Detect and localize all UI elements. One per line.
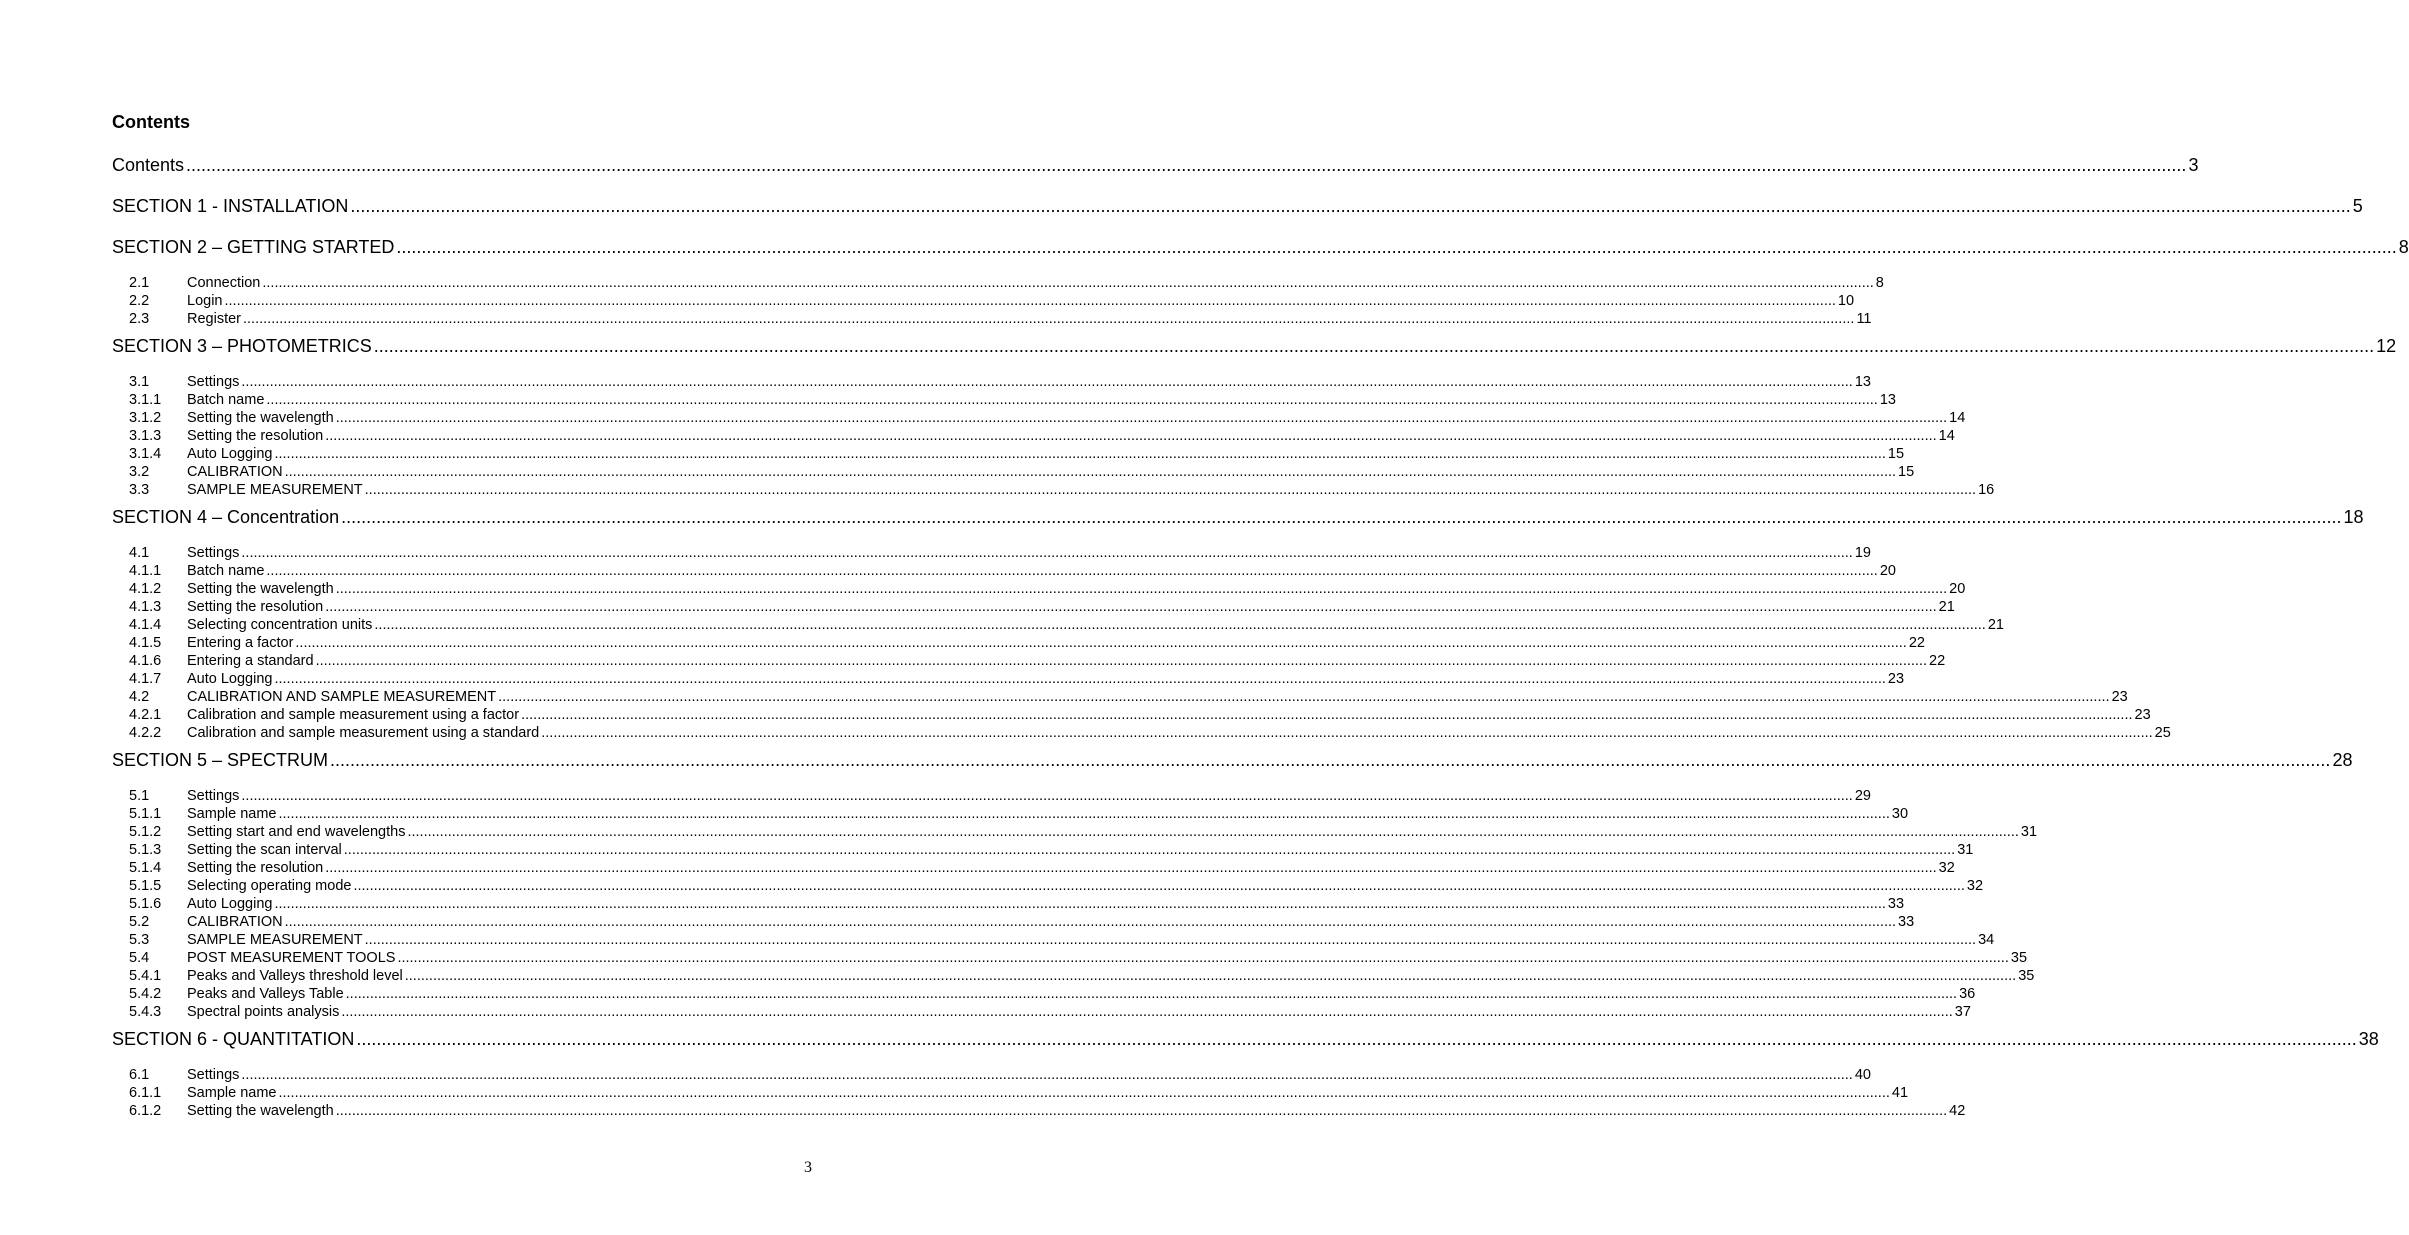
dot-leader: ................................................................................................................................................................................................................................................................................................................................................................................................................: [350, 196, 2351, 216]
toc-section-entry[interactable]: [112, 1027, 2379, 1051]
toc-entry-number: 5.4.2: [129, 986, 162, 1002]
toc-entry-number: 3.1.1: [129, 392, 162, 408]
dot-leader: ................................................................................................................................................................................................................................................................................................................................................................................................................: [397, 950, 2009, 966]
dot-leader: ................................................................................................................................................................................................................................................................................................................................................................................................................: [335, 410, 1948, 426]
toc-entry-number: 5.4: [129, 950, 150, 966]
toc-entry-number: 3.3: [129, 482, 150, 498]
toc-entry-page: 10: [1837, 293, 1855, 309]
dot-leader: ................................................................................................................................................................................................................................................................................................................................................................................................................: [341, 1004, 1953, 1020]
toc-entry-title: SECTION 6 - QUANTITATION: [112, 1029, 355, 1049]
dot-leader: ................................................................................................................................................................................................................................................................................................................................................................................................................: [266, 563, 1878, 579]
dot-leader: ................................................................................................................................................................................................................................................................................................................................................................................................................: [341, 507, 2342, 527]
toc-subsection-entry[interactable]: [112, 598, 1955, 616]
toc-entry-number: 2.2: [129, 293, 150, 309]
toc-entry-number: 5.2: [129, 914, 150, 930]
toc-entry-title: SECTION 1 - INSTALLATION: [112, 196, 349, 216]
toc-section-entry[interactable]: [112, 235, 2409, 259]
toc-entry-title: Register: [187, 311, 241, 327]
toc-subsection-entry[interactable]: [112, 949, 2028, 967]
toc-entry-page: 32: [1966, 878, 1984, 894]
toc-entry-number: 6.1.1: [129, 1085, 162, 1101]
dot-leader: ................................................................................................................................................................................................................................................................................................................................................................................................................: [325, 860, 1937, 876]
toc-entry-title: SECTION 5 – SPECTRUM: [112, 750, 329, 770]
dot-leader: ................................................................................................................................................................................................................................................................................................................................................................................................................: [364, 482, 1977, 498]
toc-entry-page: 36: [1959, 986, 1976, 1002]
toc-entry-number: 4.1.5: [129, 635, 162, 651]
toc-entry-title: Calibration and sample measurement using a factor: [187, 707, 520, 723]
toc-entry-title: Auto Logging: [187, 896, 273, 912]
dot-leader: ................................................................................................................................................................................................................................................................................................................................................................................................................: [241, 374, 1853, 390]
toc-entry-page: 22: [1929, 653, 1946, 669]
toc-entry-page: 38: [2358, 1029, 2379, 1049]
toc-entry-title: Connection: [187, 275, 261, 291]
toc-entry-page: 32: [1938, 860, 1955, 876]
toc-entry-title: Calibration and sample measurement using a standard: [187, 725, 540, 741]
dot-leader: ................................................................................................................................................................................................................................................................................................................................................................................................................: [224, 293, 1836, 309]
toc-entry-page: 12: [2376, 336, 2397, 356]
toc-subsection-entry[interactable]: [112, 724, 2171, 742]
toc-subsection-entry[interactable]: [112, 706, 2151, 724]
toc-subsection-entry[interactable]: [112, 409, 1966, 427]
toc-subsection-entry[interactable]: [112, 859, 1955, 877]
toc-subsection-entry[interactable]: [112, 841, 1974, 859]
dot-leader: ................................................................................................................................................................................................................................................................................................................................................................................................................: [345, 986, 1958, 1002]
toc-entry-title: Entering a factor: [187, 635, 294, 651]
dot-leader: ................................................................................................................................................................................................................................................................................................................................................................................................................: [343, 842, 1956, 858]
toc-entry-number: 3.1.2: [129, 410, 162, 426]
toc-entry-title: Settings: [187, 545, 240, 561]
toc-entry-title: Contents: [112, 155, 185, 175]
toc-entry-page: 23: [2134, 707, 2151, 723]
toc-entry-page: 37: [1954, 1004, 1971, 1020]
toc-subsection-entry[interactable]: [112, 481, 1995, 499]
toc-entry-title: Selecting concentration units: [187, 617, 373, 633]
toc-entry-page: 28: [2332, 750, 2353, 770]
toc-subsection-entry[interactable]: [112, 688, 2128, 706]
dot-leader: ................................................................................................................................................................................................................................................................................................................................................................................................................: [325, 599, 1937, 615]
toc-entry-page: 5: [2352, 196, 2363, 216]
toc-entry-title: Entering a standard: [187, 653, 314, 669]
dot-leader: ................................................................................................................................................................................................................................................................................................................................................................................................................: [325, 428, 1937, 444]
toc-section-entry[interactable]: [112, 748, 2353, 772]
dot-leader: ................................................................................................................................................................................................................................................................................................................................................................................................................: [335, 1103, 1948, 1119]
toc-entry-number: 5.1.1: [129, 806, 162, 822]
dot-leader: ................................................................................................................................................................................................................................................................................................................................................................................................................: [498, 689, 2110, 705]
toc-entry-title: Sample name: [187, 806, 277, 822]
dot-leader: ................................................................................................................................................................................................................................................................................................................................................................................................................: [278, 806, 1890, 822]
toc-entry-title: CALIBRATION: [187, 464, 283, 480]
toc-entry-title: Setting the wavelength: [187, 1103, 334, 1119]
toc-entry-page: 14: [1949, 410, 1966, 426]
toc-entry-title: Batch name: [187, 392, 265, 408]
dot-leader: ................................................................................................................................................................................................................................................................................................................................................................................................................: [335, 581, 1948, 597]
toc-entry-page: 31: [2020, 824, 2038, 840]
dot-leader: ................................................................................................................................................................................................................................................................................................................................................................................................................: [364, 932, 1977, 948]
toc-subsection-entry[interactable]: [112, 391, 1896, 409]
dot-leader: ................................................................................................................................................................................................................................................................................................................................................................................................................: [274, 896, 1886, 912]
dot-leader: ................................................................................................................................................................................................................................................................................................................................................................................................................: [274, 671, 1886, 687]
toc-entry-title: CALIBRATION AND SAMPLE MEASUREMENT: [187, 689, 497, 705]
toc-entry-title: Setting the resolution: [187, 599, 324, 615]
toc-entry-page: 31: [1957, 842, 1974, 858]
toc-entry-title: POST MEASUREMENT TOOLS: [187, 950, 396, 966]
dot-leader: ................................................................................................................................................................................................................................................................................................................................................................................................................: [404, 968, 2017, 984]
toc-entry-page: 13: [1879, 392, 1896, 408]
toc-entry-number: 4.2.2: [129, 725, 162, 741]
toc-subsection-entry[interactable]: [112, 823, 2038, 841]
toc-subsection-entry[interactable]: [112, 985, 1976, 1003]
toc-entry-page: 14: [1938, 428, 1955, 444]
toc-entry-page: 42: [1949, 1103, 1966, 1119]
toc-subsection-entry[interactable]: [112, 274, 1884, 292]
toc-entry-page: 3: [2188, 155, 2199, 175]
dot-leader: ................................................................................................................................................................................................................................................................................................................................................................................................................: [241, 788, 1853, 804]
toc-entry-number: 2.3: [129, 311, 150, 327]
dot-leader: ................................................................................................................................................................................................................................................................................................................................................................................................................: [243, 311, 1855, 327]
toc-entry-number: 5.4.3: [129, 1004, 162, 1020]
toc-entry-number: 3.1.3: [129, 428, 162, 444]
toc-subsection-entry[interactable]: [112, 787, 1871, 805]
dot-leader: ................................................................................................................................................................................................................................................................................................................................................................................................................: [278, 1085, 1890, 1101]
toc-entry-number: 4.1.1: [129, 563, 162, 579]
toc-entry-page: 29: [1854, 788, 1871, 804]
toc-entry-page: 40: [1854, 1067, 1871, 1083]
toc-entry-number: 5.1.2: [129, 824, 162, 840]
toc-entry-title: SAMPLE MEASUREMENT: [187, 932, 363, 948]
toc-entry-number: 2.1: [129, 275, 150, 291]
toc-entry-title: Setting the resolution: [187, 860, 324, 876]
toc-subsection-entry[interactable]: [112, 670, 1905, 688]
toc-entry-title: Setting the wavelength: [187, 581, 334, 597]
dot-leader: ................................................................................................................................................................................................................................................................................................................................................................................................................: [241, 545, 1853, 561]
toc-entry-page: 33: [1898, 914, 1915, 930]
toc-entry-title: Setting the wavelength: [187, 410, 334, 426]
toc-entry-number: 5.1.4: [129, 860, 162, 876]
toc-section-entry[interactable]: [112, 153, 2199, 177]
dot-leader: ................................................................................................................................................................................................................................................................................................................................................................................................................: [521, 707, 2133, 723]
toc-entry-page: 33: [1887, 896, 1905, 912]
toc-entry-number: 4.1.7: [129, 671, 162, 687]
toc-entry-title: Settings: [187, 374, 240, 390]
toc-entry-page: 8: [1875, 275, 1884, 291]
toc-entry-number: 6.1: [129, 1067, 150, 1083]
toc-entry-number: 3.2: [129, 464, 150, 480]
toc-entry-title: Login: [187, 293, 223, 309]
toc-entry-page: 35: [2018, 968, 2035, 984]
toc-entry-number: 4.2: [129, 689, 150, 705]
toc-subsection-entry[interactable]: [112, 895, 1905, 913]
toc-section-entry[interactable]: [112, 334, 2397, 358]
toc-entry-title: Auto Logging: [187, 671, 273, 687]
toc-entry-page: 8: [2398, 237, 2409, 257]
dot-leader: ................................................................................................................................................................................................................................................................................................................................................................................................................: [284, 464, 1897, 480]
toc-entry-number: 5.3: [129, 932, 150, 948]
toc-subsection-entry[interactable]: [112, 445, 1905, 463]
toc-entry-title: Setting the resolution: [187, 428, 324, 444]
dot-leader: ................................................................................................................................................................................................................................................................................................................................................................................................................: [541, 725, 2153, 741]
toc-entry-title: CALIBRATION: [187, 914, 283, 930]
toc-subsection-entry[interactable]: [112, 877, 1984, 895]
toc-entry-page: 41: [1891, 1085, 1909, 1101]
toc-entry-number: 5.1.5: [129, 878, 162, 894]
toc-entry-title: Settings: [187, 788, 240, 804]
toc-subsection-entry[interactable]: [112, 616, 2004, 634]
toc-entry-title: Setting the scan interval: [187, 842, 342, 858]
toc-entry-title: Peaks and Valleys Table: [187, 986, 344, 1002]
toc-subsection-entry[interactable]: [112, 1003, 1971, 1021]
toc-subsection-entry[interactable]: [112, 544, 1871, 562]
dot-leader: ................................................................................................................................................................................................................................................................................................................................................................................................................: [274, 446, 1886, 462]
toc-subsection-entry[interactable]: [112, 967, 2035, 985]
toc-subsection-entry[interactable]: [112, 292, 1855, 310]
toc-subsection-entry[interactable]: [112, 562, 1896, 580]
toc-entry-page: 20: [1879, 563, 1896, 579]
toc-subsection-entry[interactable]: [112, 580, 1966, 598]
toc-entry-page: 21: [1938, 599, 1955, 615]
toc-entry-title: SECTION 3 – PHOTOMETRICS: [112, 336, 372, 356]
toc-subsection-entry[interactable]: [112, 310, 1872, 328]
dot-leader: ................................................................................................................................................................................................................................................................................................................................................................................................................: [407, 824, 2019, 840]
toc-entry-page: 19: [1854, 545, 1871, 561]
toc-subsection-entry[interactable]: [112, 805, 1909, 823]
dot-leader: ................................................................................................................................................................................................................................................................................................................................................................................................................: [396, 237, 2397, 257]
toc-subsection-entry[interactable]: [112, 634, 1925, 652]
dot-leader: ................................................................................................................................................................................................................................................................................................................................................................................................................: [374, 617, 1986, 633]
toc-entry-page: 15: [1887, 446, 1905, 462]
page-number: 3: [804, 1159, 812, 1176]
dot-leader: ................................................................................................................................................................................................................................................................................................................................................................................................................: [353, 878, 1965, 894]
toc-entry-title: SECTION 4 – Concentration: [112, 507, 340, 527]
toc-entry-title: Peaks and Valleys threshold level: [187, 968, 403, 984]
toc-entry-page: 20: [1949, 581, 1966, 597]
toc-entry-page: 34: [1978, 932, 1995, 948]
toc-entry-title: Auto Logging: [187, 446, 273, 462]
toc-subsection-entry[interactable]: [112, 913, 1915, 931]
toc-subsection-entry[interactable]: [112, 373, 1871, 391]
toc-entry-number: 5.1: [129, 788, 150, 804]
toc-entry-page: 25: [2154, 725, 2171, 741]
toc-entry-page: 13: [1854, 374, 1871, 390]
dot-leader: ................................................................................................................................................................................................................................................................................................................................................................................................................: [186, 155, 2187, 175]
toc-entry-page: 22: [1908, 635, 1925, 651]
toc-entry-page: 11: [1856, 311, 1872, 327]
dot-leader: ................................................................................................................................................................................................................................................................................................................................................................................................................: [295, 635, 1907, 651]
toc-entry-page: 16: [1978, 482, 1995, 498]
toc-section-entry[interactable]: [112, 505, 2364, 529]
toc-entry-page: 15: [1898, 464, 1915, 480]
dot-leader: ................................................................................................................................................................................................................................................................................................................................................................................................................: [373, 336, 2375, 356]
toc-subsection-entry[interactable]: [112, 1102, 1966, 1120]
toc-entry-page: 35: [2010, 950, 2028, 966]
toc-entry-title: SECTION 2 – GETTING STARTED: [112, 237, 395, 257]
dot-leader: ................................................................................................................................................................................................................................................................................................................................................................................................................: [330, 750, 2331, 770]
toc-entry-number: 6.1.2: [129, 1103, 162, 1119]
dot-leader: ................................................................................................................................................................................................................................................................................................................................................................................................................: [266, 392, 1878, 408]
toc-entry-page: 23: [2111, 689, 2128, 705]
dot-leader: ................................................................................................................................................................................................................................................................................................................................................................................................................: [356, 1029, 2357, 1049]
toc-entry-page: 30: [1891, 806, 1909, 822]
contents-heading: Contents: [112, 112, 190, 132]
toc-entry-title: Spectral points analysis: [187, 1004, 340, 1020]
toc-entry-number: 5.4.1: [129, 968, 162, 984]
dot-leader: ................................................................................................................................................................................................................................................................................................................................................................................................................: [315, 653, 1927, 669]
toc-entry-number: 5.1.3: [129, 842, 162, 858]
toc-entry-page: 18: [2343, 507, 2364, 527]
toc-section-entry[interactable]: [112, 194, 2363, 218]
toc-entry-title: Setting start and end wavelengths: [187, 824, 406, 840]
dot-leader: ................................................................................................................................................................................................................................................................................................................................................................................................................: [262, 275, 1874, 291]
toc-subsection-entry[interactable]: [112, 652, 1946, 670]
dot-leader: ................................................................................................................................................................................................................................................................................................................................................................................................................: [241, 1067, 1853, 1083]
toc-entry-page: 23: [1887, 671, 1905, 687]
toc-entry-number: 3.1.4: [129, 446, 162, 462]
toc-entry-title: Settings: [187, 1067, 240, 1083]
toc-subsection-entry[interactable]: [112, 931, 1995, 949]
toc-entry-number: 4.1.2: [129, 581, 162, 597]
toc-entry-number: 5.1.6: [129, 896, 162, 912]
toc-entry-title: Batch name: [187, 563, 265, 579]
toc-subsection-entry[interactable]: [112, 427, 1955, 445]
toc-entry-number: 4.1.3: [129, 599, 162, 615]
toc-entry-title: SAMPLE MEASUREMENT: [187, 482, 363, 498]
toc-entry-title: Selecting operating mode: [187, 878, 352, 894]
toc-subsection-entry[interactable]: [112, 1066, 1871, 1084]
toc-subsection-entry[interactable]: [112, 463, 1915, 481]
toc-entry-page: 21: [1987, 617, 2004, 633]
toc-subsection-entry[interactable]: [112, 1084, 1909, 1102]
toc-entry-number: 4.2.1: [129, 707, 162, 723]
toc-entry-title: Sample name: [187, 1085, 277, 1101]
toc-entry-number: 4.1: [129, 545, 150, 561]
dot-leader: ................................................................................................................................................................................................................................................................................................................................................................................................................: [284, 914, 1897, 930]
toc-entry-number: 3.1: [129, 374, 150, 390]
toc-entry-number: 4.1.4: [129, 617, 162, 633]
toc-entry-number: 4.1.6: [129, 653, 162, 669]
